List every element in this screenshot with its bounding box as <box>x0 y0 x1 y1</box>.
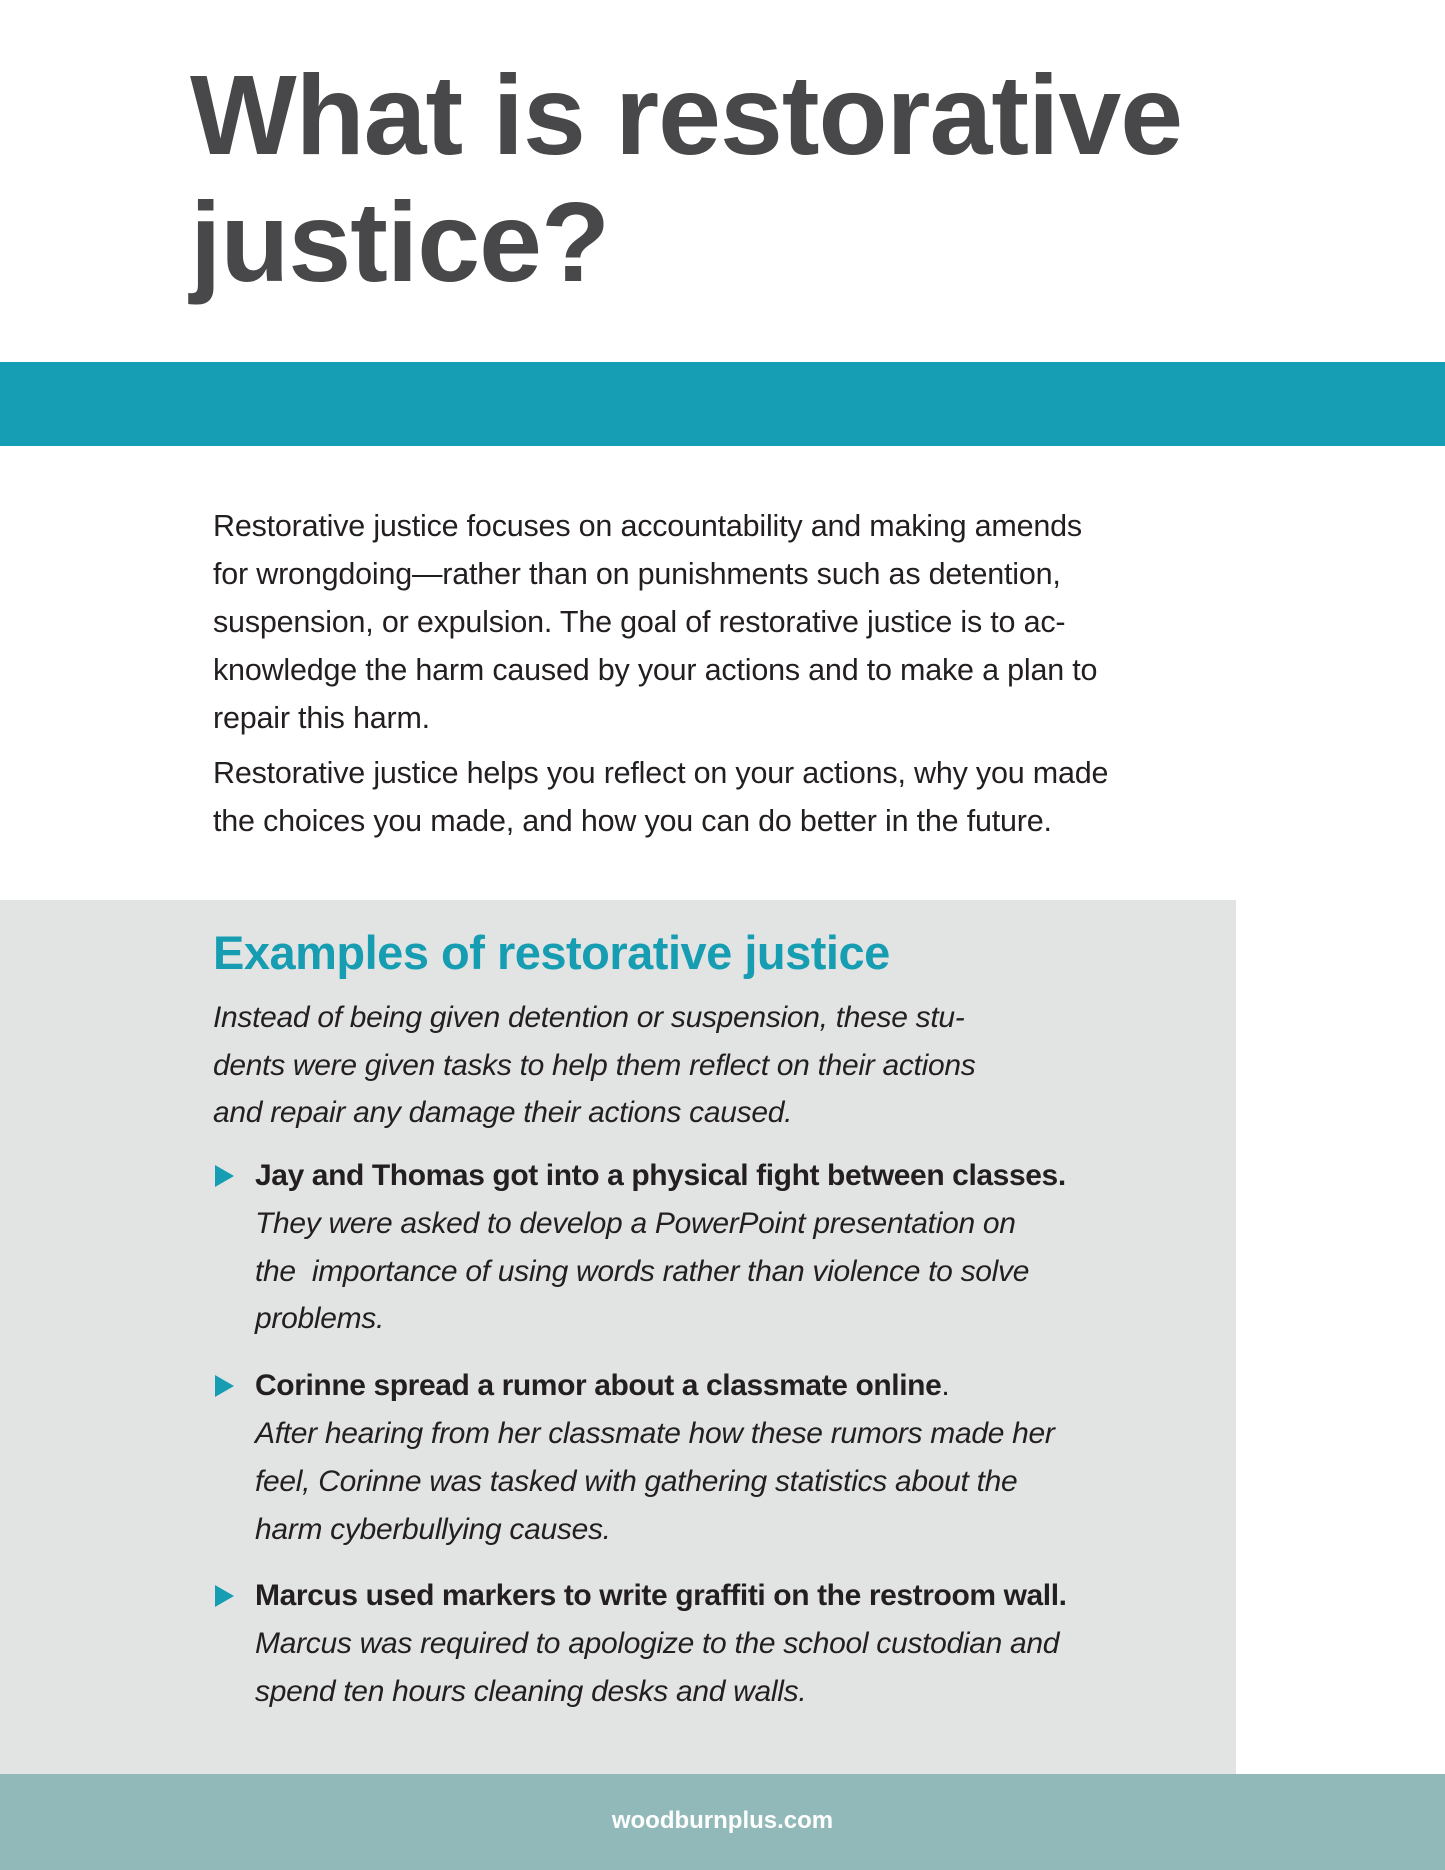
example-description-line: They were asked to develop a PowerPoint presentation on <box>255 1207 1016 1240</box>
example-title-tail: . <box>941 1369 950 1403</box>
example-title <box>255 1362 1223 1410</box>
example-description-line: problems. <box>255 1302 385 1336</box>
example-item-jay-thomas <box>213 1152 1223 1343</box>
examples-intro-line: Instead of being given detention or suspension, these stu- <box>213 1001 965 1034</box>
examples-list <box>213 1152 1223 1735</box>
intro-paragraph-2-line: the choices you made, and how you can do better in the future. <box>213 804 1052 838</box>
triangle-bullet-icon <box>215 1375 234 1397</box>
footer-bar <box>0 1774 1445 1870</box>
examples-intro-line: and repair any damage their actions caused. <box>213 1096 793 1129</box>
example-title <box>255 1572 1223 1620</box>
example-item-corinne <box>213 1362 1223 1553</box>
example-title <box>255 1152 1223 1200</box>
intro-paragraph-1 <box>213 502 1253 742</box>
triangle-bullet-icon <box>215 1165 234 1187</box>
example-description-line: spend ten hours cleaning desks and walls. <box>255 1674 807 1708</box>
intro-paragraph-1-line: repair this harm. <box>213 701 430 735</box>
teal-divider-band <box>0 362 1445 446</box>
page-title-line-1: What is restorative <box>190 52 1183 178</box>
examples-intro-line: dents were given tasks to help them reflect on their actions <box>213 1048 976 1082</box>
intro-paragraph-2 <box>213 749 1253 845</box>
example-description-line: the importance of using words rather than violence to solve <box>255 1254 1030 1288</box>
example-item-marcus <box>213 1572 1223 1715</box>
page-title <box>190 52 1182 306</box>
intro-paragraph-1-line: Restorative justice focuses on accountability and making amends <box>213 509 1082 543</box>
example-description <box>255 1620 1223 1715</box>
example-description-line: Marcus was required to apologize to the school custodian and <box>255 1627 1060 1661</box>
intro-text <box>213 502 1253 852</box>
page-title-line-2: justice? <box>190 179 610 305</box>
triangle-bullet-icon <box>215 1585 234 1607</box>
example-title-text: Marcus used markers to write graffiti on the restroom wall. <box>255 1579 1067 1613</box>
intro-paragraph-1-line: suspension, or expulsion. The goal of restorative justice is to ac- <box>213 605 1066 639</box>
example-title-text: Corinne spread a rumor about a classmate online <box>255 1369 942 1403</box>
examples-intro <box>213 994 975 1137</box>
intro-paragraph-2-line: Restorative justice helps you reflect on your actions, why you made <box>213 756 1109 790</box>
intro-paragraph-1-line: knowledge the harm caused by your actions and to make a plan to <box>213 653 1098 687</box>
example-description-line: feel, Corinne was tasked with gathering statistics about the <box>255 1464 1018 1498</box>
intro-paragraph-1-line: for wrongdoing—rather than on punishments such as detention, <box>213 557 1061 591</box>
example-description <box>255 1410 1223 1553</box>
example-title-text: Jay and Thomas got into a physical fight between classes. <box>255 1159 1066 1192</box>
example-description-line: After hearing from her classmate how these rumors made her <box>255 1417 1055 1451</box>
example-description-line: harm cyberbullying causes. <box>255 1512 611 1546</box>
example-description <box>255 1200 1223 1343</box>
website-link[interactable]: woodburnplus.com <box>611 1806 834 1834</box>
examples-heading: Examples of restorative justice <box>213 926 890 979</box>
